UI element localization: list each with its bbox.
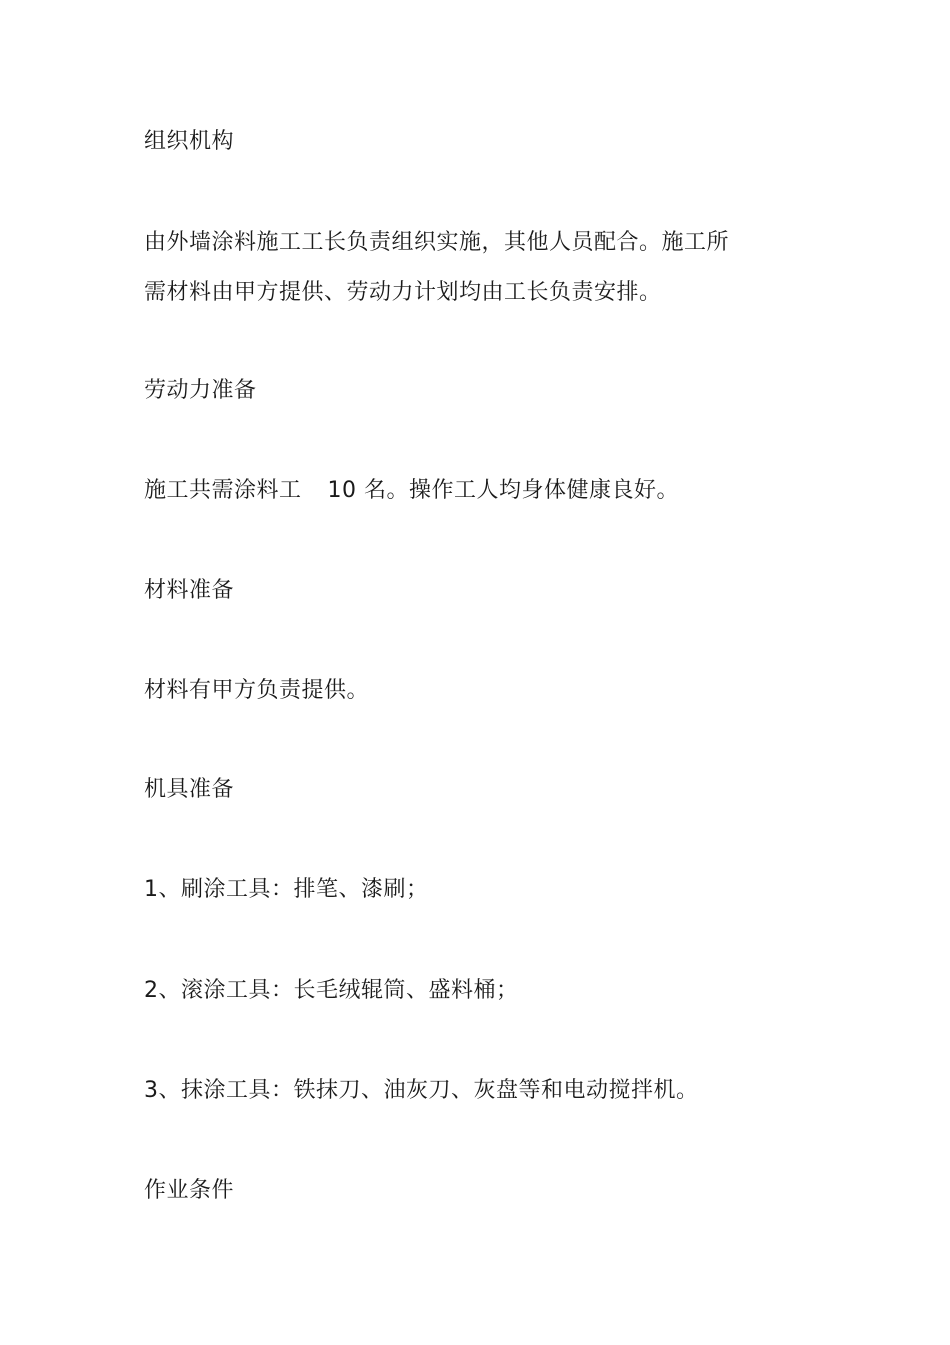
paragraph-labor-prefix: 施工共需涂料工 <box>144 478 302 503</box>
paragraph-materials: 材料有甲方负责提供。 <box>144 678 370 703</box>
section-heading-labor: 劳动力准备 <box>144 378 257 403</box>
section-heading-conditions: 作业条件 <box>144 1178 235 1203</box>
section-heading-materials: 材料准备 <box>144 578 235 603</box>
list-item: 1、刷涂工具：排笔、漆刷； <box>144 877 429 902</box>
section-heading-tools: 机具准备 <box>144 777 235 802</box>
list-item: 3、抹涂工具：铁抹刀、油灰刀、灰盘等和电动搅拌机。 <box>144 1078 699 1103</box>
paragraph-line: 由外墙涂料施工工长负责组织实施，其他人员配合。施工所 <box>144 230 730 255</box>
list-item: 2、滚涂工具：长毛绒辊筒、盛料桶； <box>144 978 519 1003</box>
paragraph-labor-suffix: 10 名。操作工人均身体健康良好。 <box>327 478 680 503</box>
paragraph-line: 需材料由甲方提供、劳动力计划均由工长负责安排。 <box>144 280 662 305</box>
paragraph-labor <box>144 477 679 505</box>
section-heading-organization: 组织机构 <box>144 129 235 154</box>
